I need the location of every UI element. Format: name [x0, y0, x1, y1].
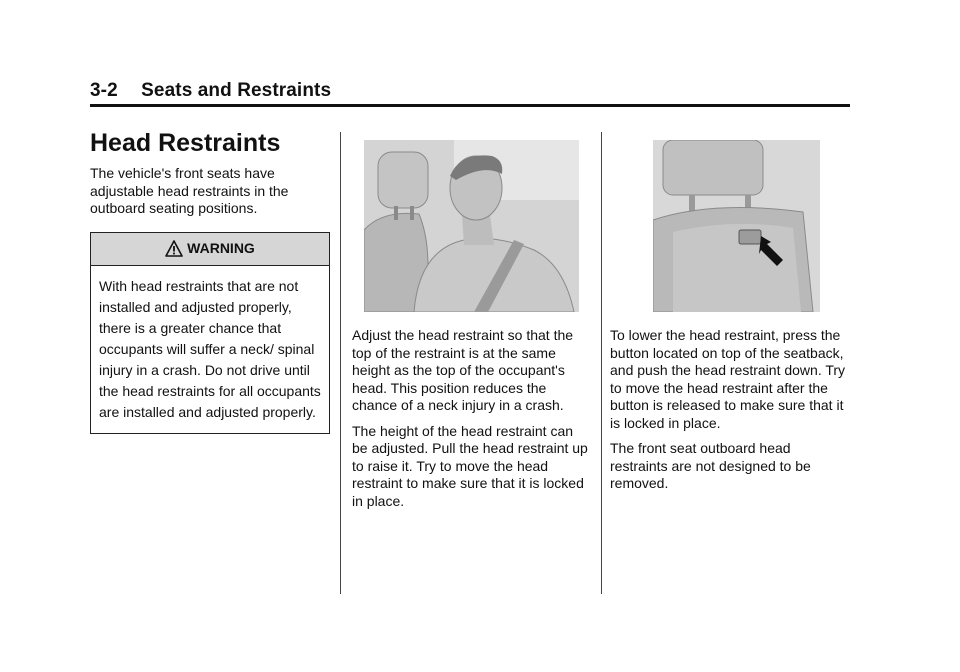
paragraph: The height of the head restraint can be adjusted. Pull the head restraint up to raise it. Try to move the head restraint to make sure that it is locked in place.: [352, 422, 588, 509]
section-title: Seats and Restraints: [141, 80, 332, 101]
warning-header: [91, 233, 329, 266]
column-1: [90, 128, 330, 434]
intro-paragraph: The vehicle's front seats have adjustable head restraints in the outboard seating positions.: [90, 165, 289, 216]
paragraph: To lower the head restraint, press the button located on top of the seatback, and push the head restraint down. Try to move the head restraint after the button is released to make sure that it is locked in place.: [610, 327, 846, 431]
occupant-head-restraint-illustration: [364, 140, 579, 312]
warning-triangle-icon: [165, 240, 183, 257]
paragraph: The front seat outboard head restraints are not designed to be removed.: [610, 440, 811, 491]
paragraph: Adjust the head restraint so that the top of the restraint is at the same height as the top of the occupant's head. This position reduces the chance of a neck injury in a crash.: [352, 327, 574, 413]
page-title: Head Restraints: [90, 129, 281, 157]
warning-label: WARNING: [187, 239, 255, 256]
page-header: [90, 80, 331, 102]
warning-text: With head restraints that are not installed and adjusted properly, there is a greater chance that occupants will suffer a neck/ spinal injury in a crash. Do not drive until the head restraints for all occupants are installed and adjusted properly.: [99, 277, 321, 420]
header-rule: [90, 104, 850, 107]
warning-box: [90, 232, 330, 434]
section-number: 3-2: [90, 80, 118, 101]
column-divider: [340, 132, 341, 594]
head-restraint-button-illustration: [653, 140, 820, 312]
column-divider: [601, 132, 602, 594]
